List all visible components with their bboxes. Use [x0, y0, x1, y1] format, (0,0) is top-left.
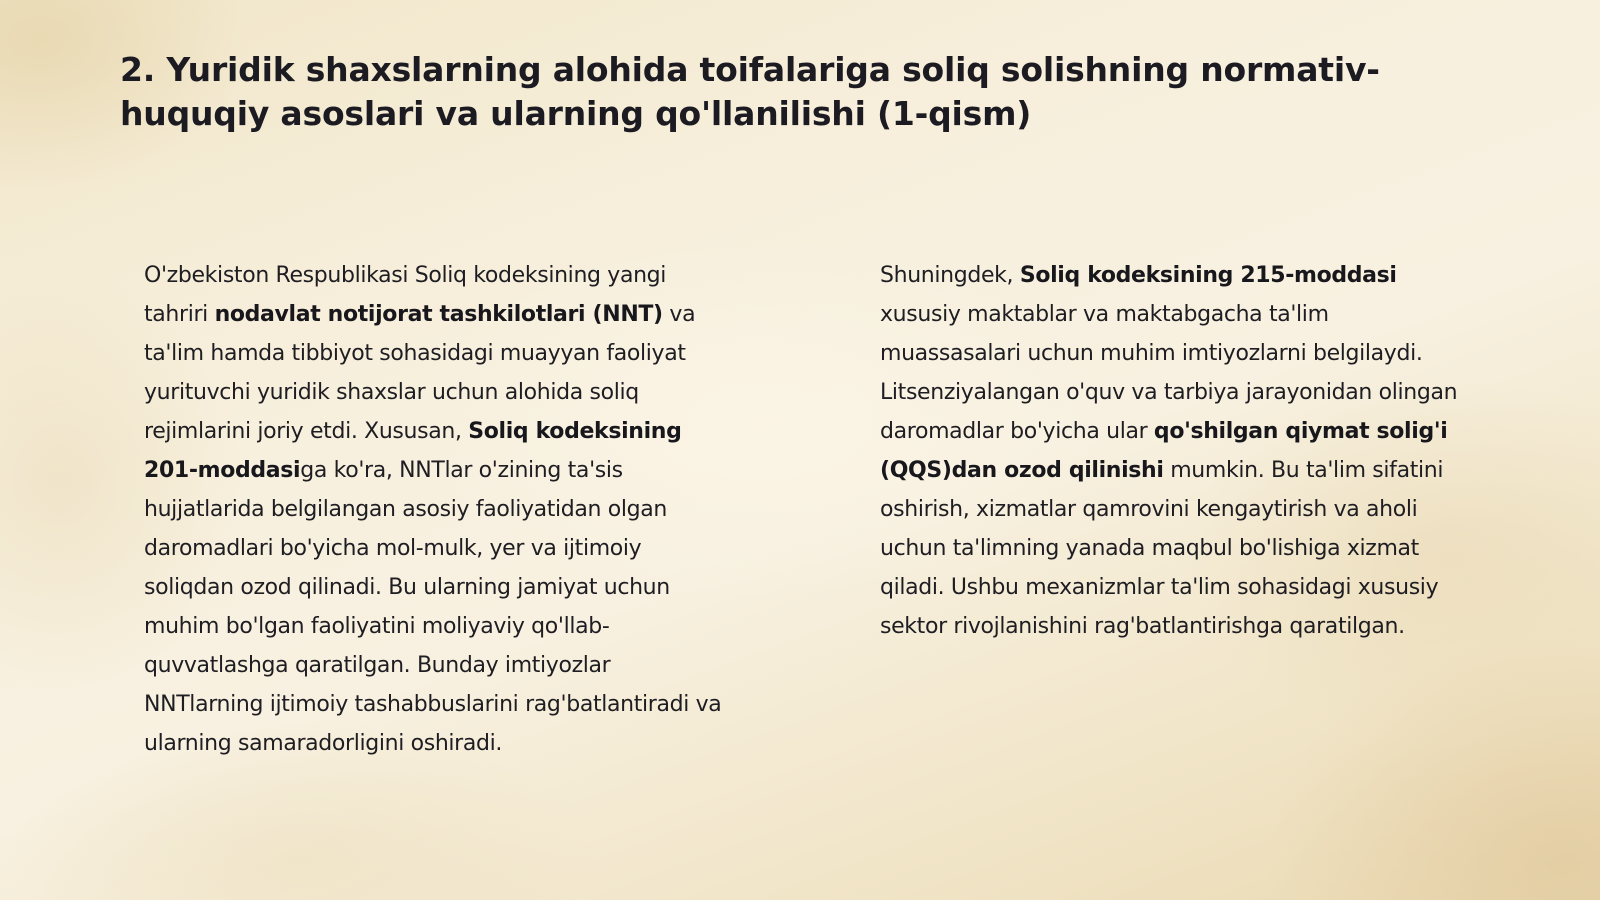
text-segment: O'zbekiston Respublikasi Soliq kodeksining yangi tahriri [144, 263, 667, 327]
bold-term-nnt: nodavlat notijorat tashkilotlari (NNT) [214, 302, 663, 327]
bold-term-vat-exemption: qo'shilgan qiymat solig'i (QQS)dan ozod qilinishi [880, 419, 1448, 483]
right-column-paragraph [880, 256, 1460, 646]
text-segment: xususiy maktablar va maktabgacha ta'lim muassasalari uchun muhim imtiyozlarni belgilaydi. Litsenziyalangan o'quv va tarbiya jarayonidan olingan daromadlar bo'yicha ular [880, 302, 1458, 444]
text-segment: ga ko'ra, NNTlar o'zining ta'sis hujjatlarida belgilangan asosiy faoliyatidan olgan daromadlari bo'yicha mol-mulk, yer va ijtimoiy soliqdan ozod qilinadi. Bu ularning jamiyat uchun muhim bo'lgan faoliyatini moliyaviy qo'llab-quvvatlashga qaratilgan. Bunday imtiyozlar NNTlarning ijtimoiy tashabbuslarini rag'batlantiradi va ularning samaradorligini oshiradi. [144, 458, 722, 756]
bold-term-article-201: Soliq kodeksining 201-moddasi [144, 419, 682, 483]
text-segment: va ta'lim hamda tibbiyot sohasidagi muayyan faoliyat yurituvchi yuridik shaxslar uchun alohida soliq rejimlarini joriy etdi. Xususan, [144, 302, 696, 444]
text-segment: mumkin. Bu ta'lim sifatini oshirish, xizmatlar qamrovini kengaytirish va aholi uchun ta'limning yanada maqbul bo'lishiga xizmat qiladi. Ushbu mexanizmlar ta'lim sohasidagi xususiy sektor rivojlanishini rag'batlantirishga qaratilgan. [880, 458, 1444, 639]
text-segment: Shuningdek, [880, 263, 1020, 288]
slide-title: 2. Yuridik shaxslarning alohida toifalariga soliq solishning normativ-huquqiy asoslari va ularning qo'llanilishi (1-qism) [120, 50, 1380, 133]
left-column-paragraph [144, 256, 734, 763]
bold-term-article-215: Soliq kodeksining 215-moddasi [1019, 263, 1397, 288]
